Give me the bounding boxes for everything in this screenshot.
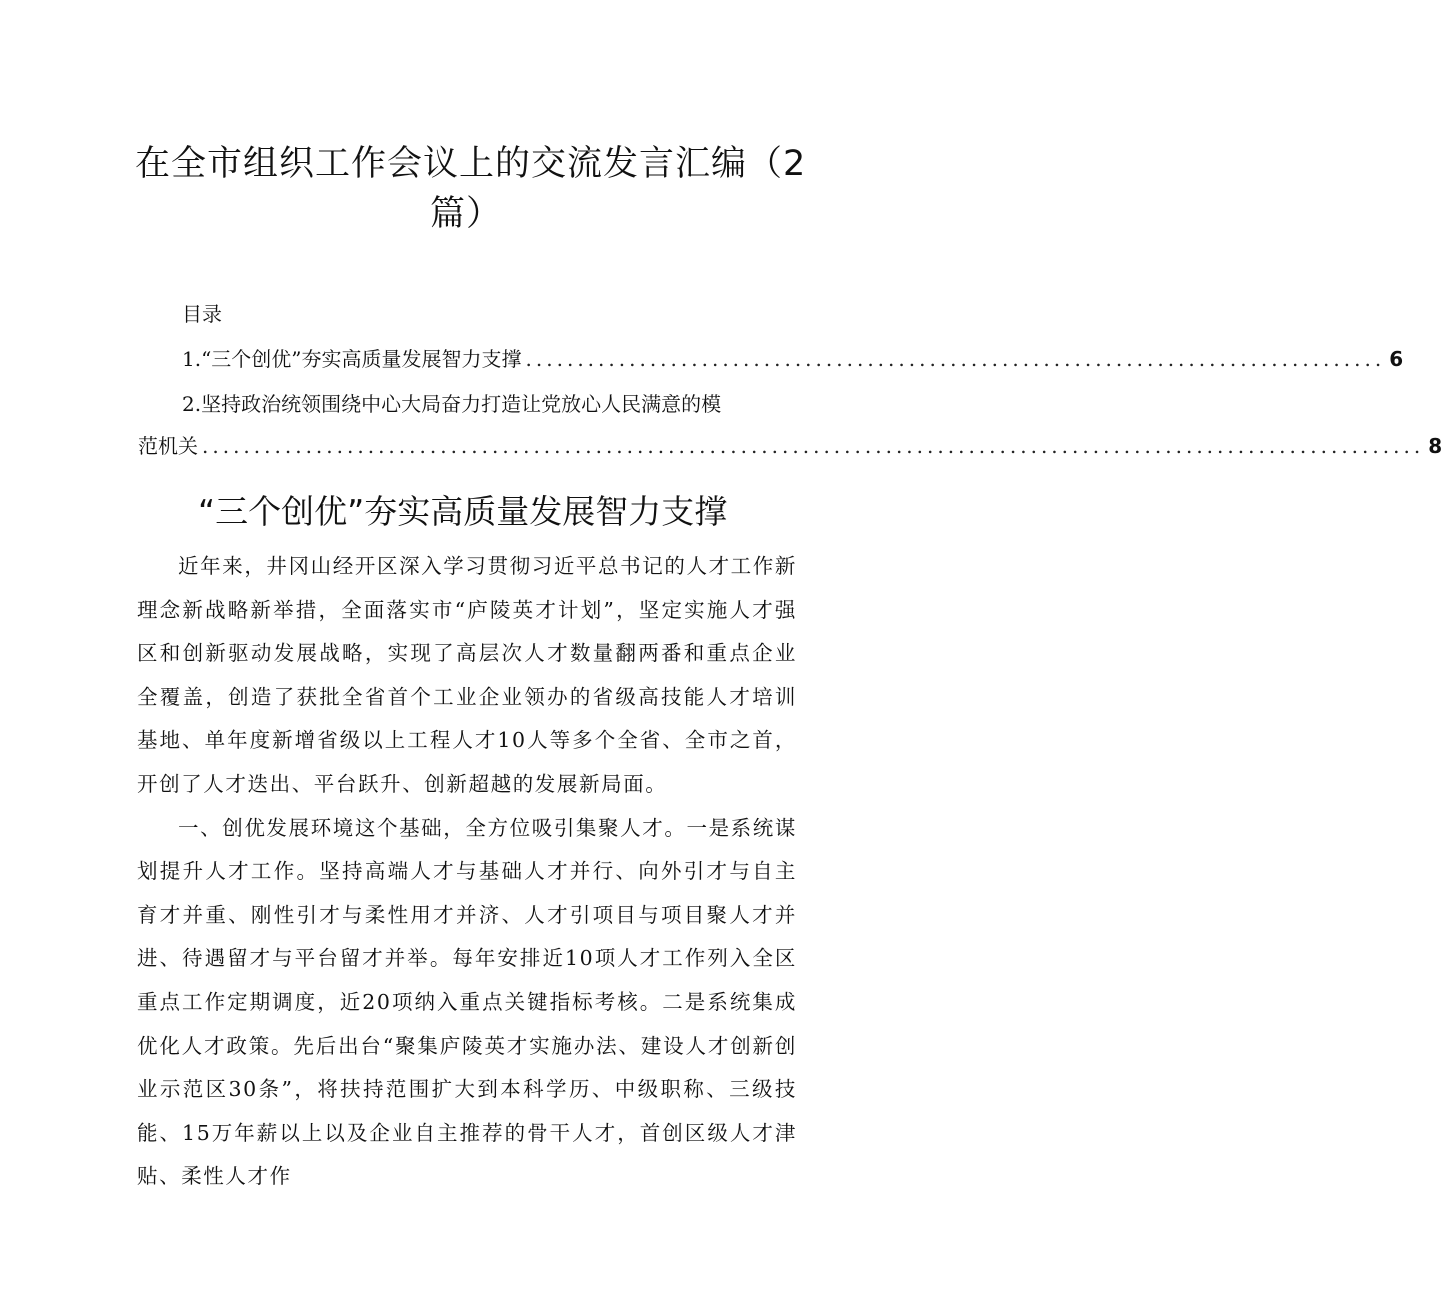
toc-item-page: 8 [1428, 434, 1442, 458]
document-title-continued: 篇） [430, 194, 503, 234]
toc-item-label: 1.“三个创优”夯实高质量发展智力支撑 [182, 347, 522, 371]
toc-leader-dots: ...................................................................................................................... [202, 434, 1425, 458]
toc-item-1[interactable] [182, 343, 1404, 372]
section-body [137, 545, 797, 1199]
toc-item-2-continued[interactable] [138, 430, 1442, 459]
section-title: “三个创优”夯实高质量发展智力支撑 [198, 492, 728, 531]
toc-item-2[interactable] [182, 388, 792, 417]
body-paragraph: 近年来，井冈山经开区深入学习贯彻习近平总书记的人才工作新理念新战略新举措，全面落实市“庐陵英才计划”，坚定实施人才强区和创新驱动发展战略，实现了高层次人才数量翻两番和重点企业全覆盖，创造了获批全省首个工业企业领办的省级高技能人才培训基地、单年度新增省级以上工程人才10人等多个全省、全市之首，开创了人才迭出、平台跃升、创新超越的发展新局面。 [137, 554, 797, 796]
body-paragraph: 一、创优发展环境这个基础，全方位吸引集聚人才。一是系统谋划提升人才工作。坚持高端人才与基础人才并行、向外引才与自主育才并重、刚性引才与柔性用才并济、人才引项目与项目聚人才并进、待遇留才与平台留才并举。每年安排近10项人才工作列入全区重点工作定期调度，近20项纳入重点关键指标考核。二是系统集成优化人才政策。先后出台“聚集庐陵英才实施办法、建设人才创新创业示范区30条”，将扶持范围扩大到本科学历、中级职称、三级技能、15万年薪以上以及企业自主推荐的骨干人才，首创区级人才津贴、柔性人才作 [137, 815, 797, 1189]
toc-item-label-continued: 范机关 [138, 434, 198, 458]
toc-heading: 目录 [182, 302, 222, 326]
toc-leader-dots: ................................................................................... [525, 347, 1386, 371]
document-title: 在全市组织工作会议上的交流发言汇编（2 [135, 144, 807, 184]
toc-item-page: 6 [1389, 347, 1404, 371]
toc-item-label: 2.坚持政治统领围绕中心大局奋力打造让党放心人民满意的模 [182, 392, 722, 416]
